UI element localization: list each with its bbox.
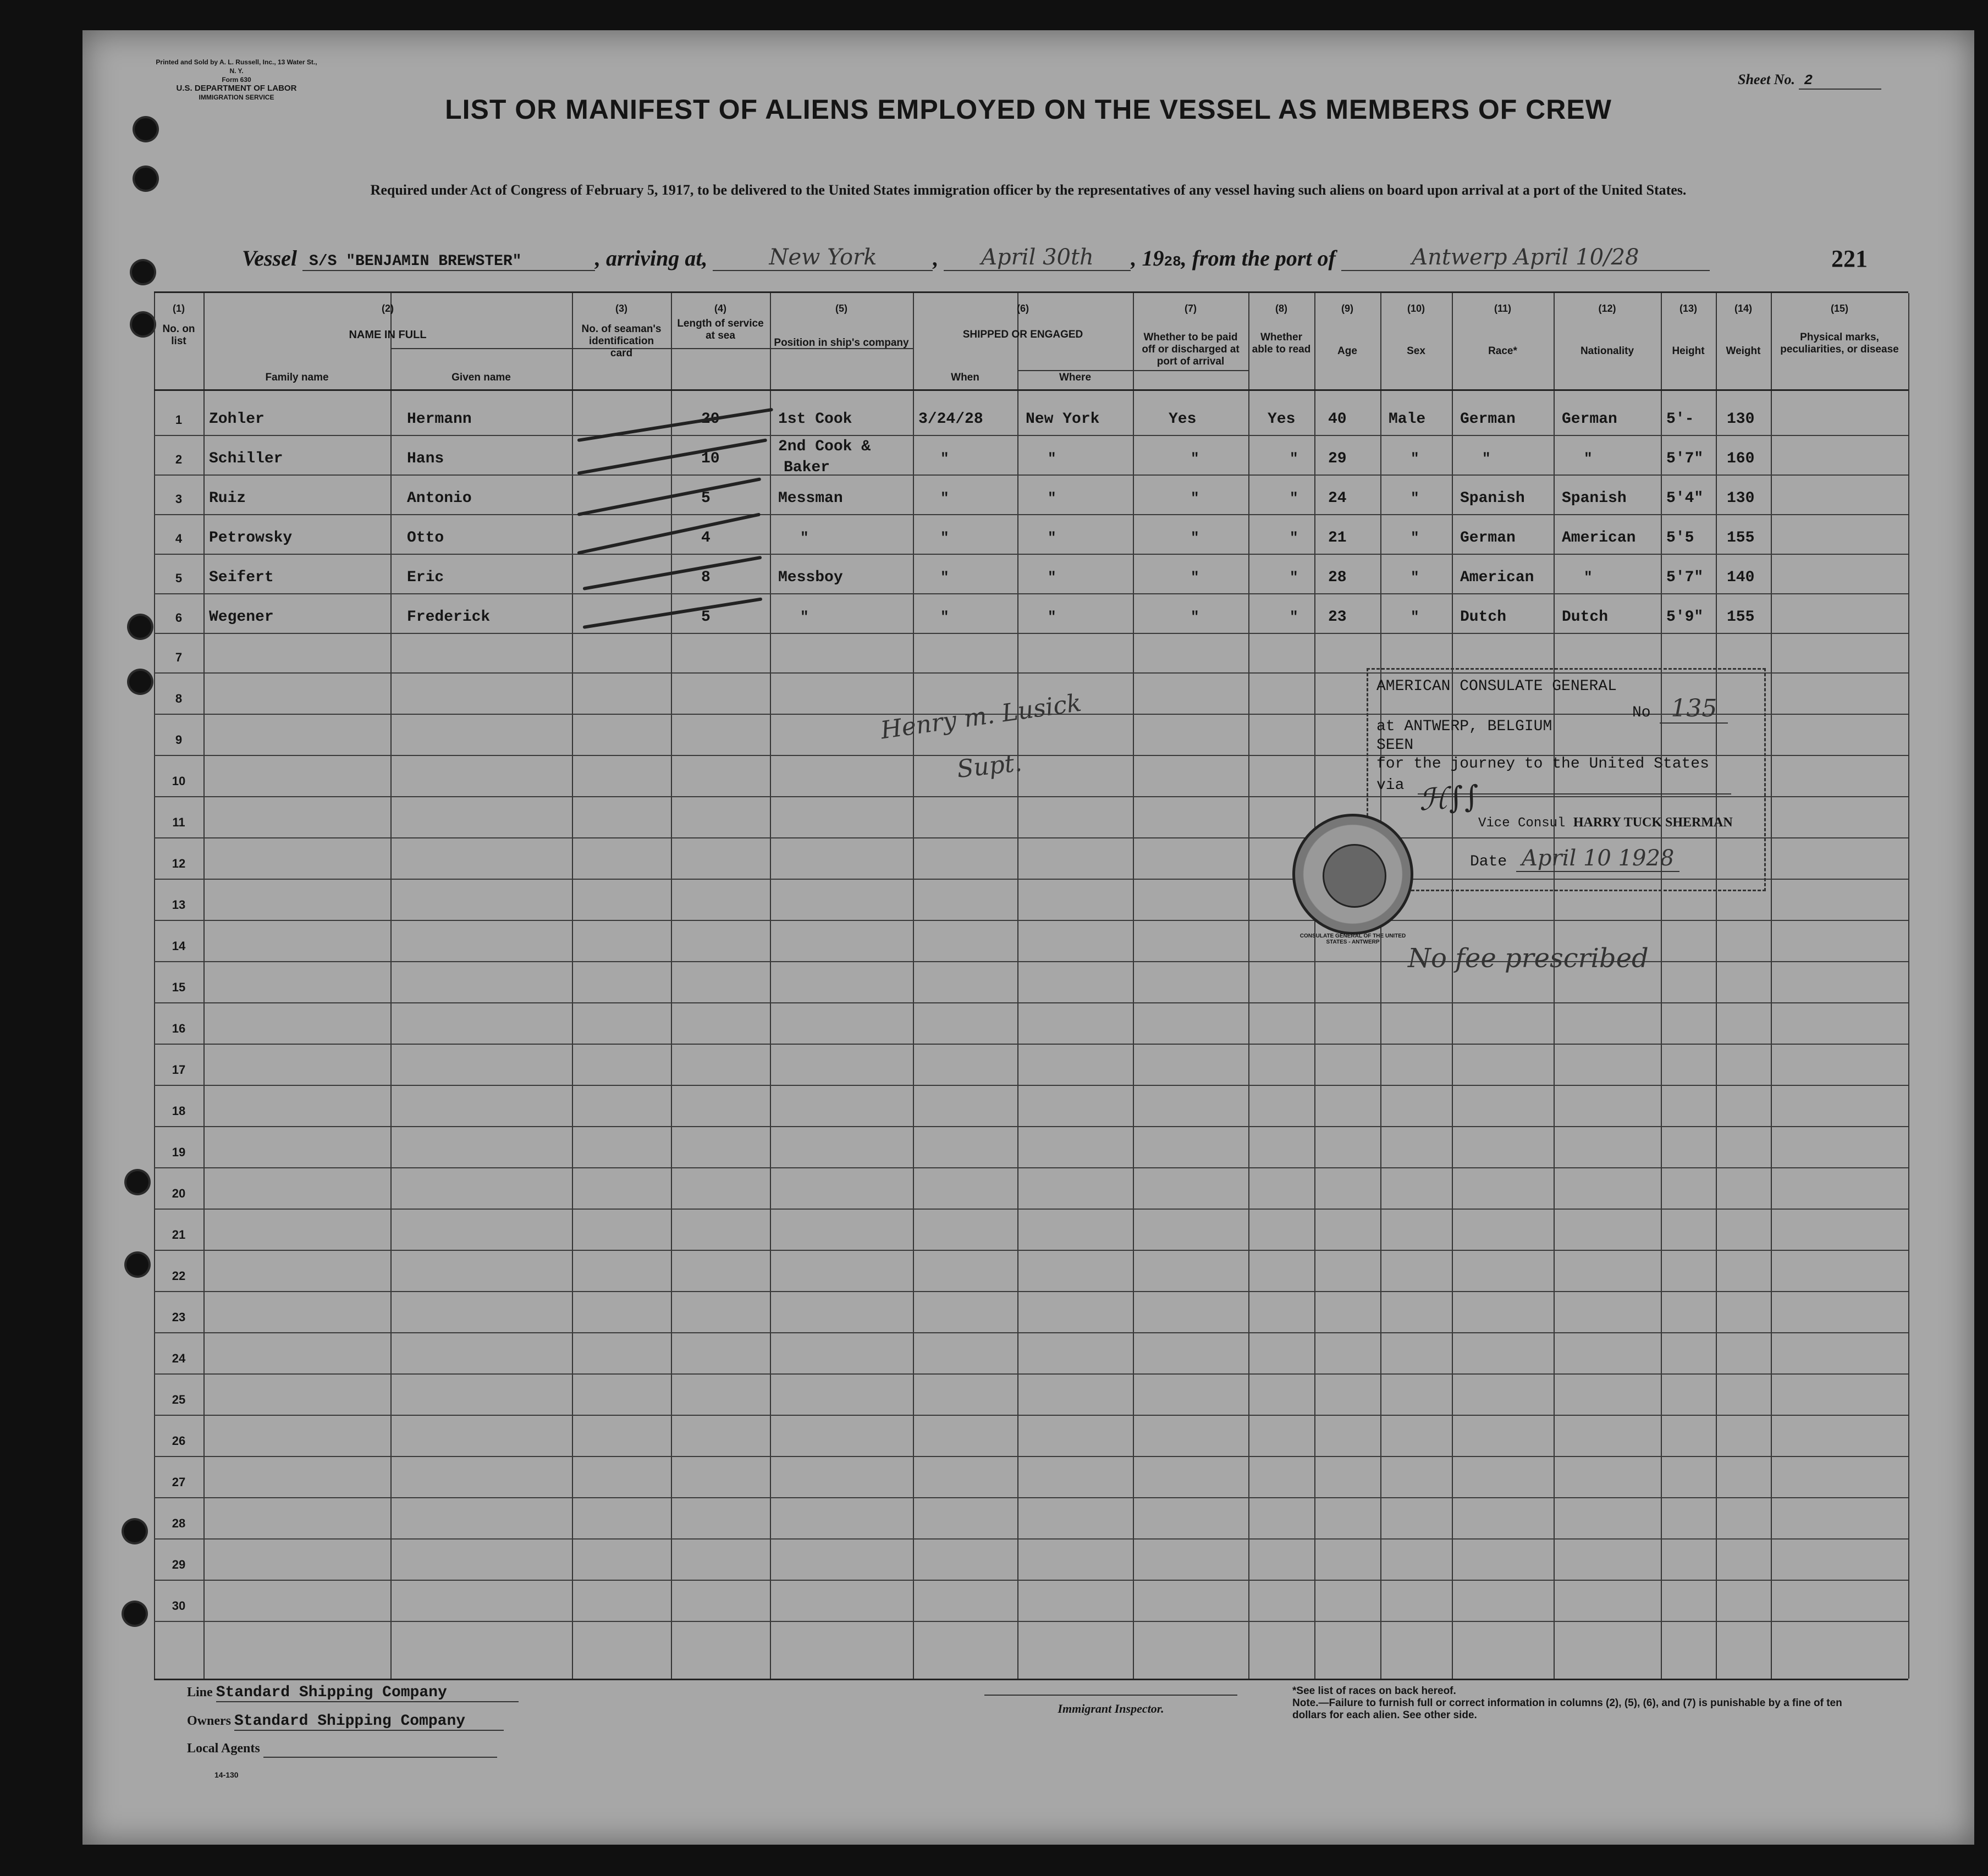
- age-cell: 40: [1328, 411, 1347, 428]
- row-rule: [154, 1167, 1908, 1168]
- row-number: 7: [175, 650, 183, 664]
- line-label: Line: [187, 1685, 213, 1700]
- stamp-seen: SEEN: [1376, 737, 1414, 754]
- row-number: 3: [175, 492, 183, 506]
- row-rule: [154, 474, 1908, 476]
- position-cell: Messboy: [778, 569, 843, 586]
- stamp-journey: for the journey to the United States: [1376, 755, 1709, 773]
- official-title: Supt.: [955, 748, 1023, 784]
- given-name-cell: Hermann: [407, 411, 472, 428]
- height-cell: 5'7": [1666, 450, 1704, 467]
- inspector-rule: [984, 1695, 1237, 1696]
- row-rule: [154, 920, 1908, 921]
- column-rule: [1716, 293, 1717, 1679]
- column-rule: [1771, 293, 1772, 1679]
- family-name-cell: Wegener: [209, 609, 274, 626]
- crew-table: [154, 291, 1908, 1680]
- col-head-shipped: SHIPPED OR ENGAGED: [962, 329, 1083, 340]
- row-number: 19: [172, 1145, 186, 1159]
- vessel-label: Vessel: [242, 246, 297, 271]
- col-num: (2): [382, 303, 394, 314]
- column-rule: [1452, 293, 1453, 1679]
- when-cell: ": [940, 490, 949, 506]
- row-rule: [154, 435, 1908, 436]
- service-cell: 10: [701, 450, 720, 467]
- seal-text: CONSULATE GENERAL OF THE UNITED STATES - ANTWERP: [1299, 933, 1406, 945]
- consul-name: HARRY TUCK SHERMAN: [1573, 815, 1733, 830]
- service: IMMIGRATION SERVICE: [199, 93, 274, 101]
- given-name-cell: Frederick: [407, 609, 491, 626]
- stamp-consul: [1478, 815, 1733, 831]
- paid-off-cell: ": [1191, 569, 1199, 586]
- col-head-seaman-card: No. of seaman's identification card: [581, 323, 662, 359]
- stamp-no-value: 135: [1660, 694, 1728, 724]
- row-number: 24: [172, 1351, 186, 1365]
- col-head-nationality: Nationality: [1580, 345, 1634, 357]
- row-rule: [154, 593, 1908, 594]
- weight-cell: 155: [1727, 529, 1755, 547]
- position-cell: ": [800, 609, 809, 625]
- col-num: (12): [1598, 303, 1616, 314]
- when-cell: ": [940, 609, 949, 625]
- sheet-number: [1738, 71, 1881, 90]
- col-num: (9): [1341, 303, 1353, 314]
- strike-mark: [583, 597, 763, 629]
- arriving-label: , arriving at,: [595, 246, 708, 271]
- paid-off-cell: Yes: [1169, 411, 1197, 428]
- row-number: 13: [172, 898, 186, 912]
- column-rule: [1017, 293, 1018, 1679]
- inspector-label: Immigrant Inspector.: [1058, 1702, 1164, 1715]
- where-cell: ": [1048, 529, 1056, 546]
- col-head-age: Age: [1337, 345, 1357, 357]
- where-cell: ": [1048, 450, 1056, 467]
- weight-cell: 140: [1727, 569, 1755, 586]
- row-number: 28: [172, 1516, 186, 1530]
- race-cell: ": [1482, 450, 1491, 467]
- arriving-port: New York: [713, 245, 933, 271]
- owners-label: Owners: [187, 1714, 231, 1728]
- nationality-cell: ": [1584, 450, 1593, 467]
- col-num: (13): [1679, 303, 1697, 314]
- row-number: 26: [172, 1434, 186, 1448]
- column-rule: [671, 293, 672, 1679]
- weight-cell: 160: [1727, 450, 1755, 467]
- row-rule: [154, 1250, 1908, 1251]
- weight-cell: 130: [1727, 411, 1755, 428]
- row-number: 29: [172, 1558, 186, 1571]
- stamp-heading: AMERICAN CONSULATE GENERAL: [1376, 678, 1617, 695]
- row-rule: [154, 1332, 1908, 1333]
- fee-note: No fee prescribed: [1408, 943, 1649, 974]
- column-rule: [770, 293, 771, 1679]
- col-num: (14): [1734, 303, 1752, 314]
- row-rule: [154, 1044, 1908, 1045]
- age-cell: 21: [1328, 529, 1347, 547]
- age-cell: 29: [1328, 450, 1347, 467]
- paid-off-cell: ": [1191, 450, 1199, 467]
- stamp-date: [1470, 846, 1679, 871]
- row-rule: [154, 1291, 1908, 1292]
- col-num: (4): [714, 303, 726, 314]
- row-number: 15: [172, 980, 186, 994]
- binder-hole: [129, 671, 151, 693]
- row-number: 23: [172, 1310, 186, 1324]
- col-head-race: Race*: [1488, 345, 1517, 357]
- stamp-number: [1632, 694, 1728, 722]
- given-name-cell: Otto: [407, 529, 444, 547]
- when-cell: ": [940, 450, 949, 467]
- departure-port: Antwerp April 10/28: [1341, 245, 1710, 271]
- row-number: 18: [172, 1104, 186, 1118]
- nationality-cell: American: [1562, 529, 1636, 547]
- height-cell: 5'7": [1666, 569, 1704, 586]
- family-name-cell: Ruiz: [209, 490, 246, 507]
- col-head-when: When: [951, 372, 979, 383]
- height-cell: 5'5: [1666, 529, 1694, 547]
- row-number: 30: [172, 1599, 186, 1613]
- sex-cell: ": [1411, 529, 1419, 546]
- col-head-sex: Sex: [1407, 345, 1425, 357]
- column-rule: [572, 293, 573, 1679]
- col-head-able-read: Whether able to read: [1252, 332, 1311, 355]
- when-cell: ": [940, 529, 949, 546]
- form-number: Form 630: [222, 76, 251, 84]
- paid-off-cell: ": [1191, 529, 1199, 546]
- height-cell: 5'-: [1666, 411, 1694, 428]
- able-read-cell: ": [1290, 490, 1298, 506]
- column-rule: [1661, 293, 1662, 1679]
- col-head-given: Given name: [451, 372, 511, 383]
- arrival-date: April 30th: [944, 245, 1131, 271]
- nationality-cell: German: [1562, 411, 1617, 428]
- row-rule: [154, 1209, 1908, 1210]
- row-number: 5: [175, 571, 183, 585]
- race-cell: German: [1460, 411, 1516, 428]
- column-rule: [390, 293, 392, 1679]
- row-rule: [154, 1002, 1908, 1003]
- col-head-no: No. on list: [162, 323, 195, 347]
- binder-hole: [129, 616, 151, 638]
- strike-mark: [577, 438, 767, 475]
- given-name-cell: Antonio: [407, 490, 472, 507]
- sheet-label: Sheet No.: [1738, 71, 1795, 87]
- given-name-cell: Hans: [407, 450, 444, 467]
- row-rule: [154, 1415, 1908, 1416]
- service-cell: 8: [701, 569, 711, 586]
- department: U.S. DEPARTMENT OF LABOR: [176, 84, 297, 93]
- height-cell: 5'4": [1666, 490, 1704, 507]
- consul-signature-mark: ℋ∫∫: [1417, 779, 1480, 818]
- service-cell: 5: [701, 609, 711, 626]
- family-name-cell: Seifert: [209, 569, 274, 586]
- position-cell: Messman: [778, 490, 843, 507]
- sex-cell: ": [1411, 609, 1419, 625]
- sex-cell: ": [1411, 490, 1419, 506]
- binder-hole: [135, 168, 157, 190]
- row-number: 2: [175, 453, 183, 466]
- service-cell: 5: [701, 490, 711, 507]
- binder-hole: [132, 261, 154, 283]
- strike-mark: [577, 477, 761, 516]
- stamp-via: via: [1376, 777, 1405, 794]
- when-cell: 3/24/28: [918, 411, 983, 428]
- row-rule: [154, 514, 1908, 515]
- binder-hole: [132, 313, 154, 335]
- line-value: Standard Shipping Company: [216, 1684, 519, 1702]
- row-number: 1: [175, 413, 183, 427]
- strike-mark: [577, 512, 761, 555]
- row-number: 4: [175, 532, 183, 545]
- binder-hole: [124, 1603, 146, 1625]
- able-read-cell: ": [1290, 569, 1298, 586]
- binder-hole: [126, 1171, 148, 1193]
- column-rule: [913, 293, 914, 1679]
- consul-label: Vice Consul: [1478, 816, 1566, 831]
- column-rule: [1314, 293, 1315, 1679]
- row-number: 6: [175, 611, 183, 625]
- document-subtitle: Required under Act of Congress of February 5, 1917, to be delivered to the United States immigration officer by the representatives of any vessel having such aliens on board upon arrival at a port of the United States.: [370, 182, 1687, 198]
- row-rule: [154, 1497, 1908, 1498]
- col-head-paid-off: Whether to be paid off or discharged at port of arrival: [1142, 332, 1240, 367]
- row-number: 11: [172, 815, 185, 829]
- race-cell: American: [1460, 569, 1534, 586]
- strike-mark: [577, 408, 774, 442]
- header-rule: [1017, 370, 1248, 371]
- column-rule: [1248, 293, 1249, 1679]
- publisher-line: Printed and Sold by A. L. Russell, Inc., 13 Water St., N. Y.: [156, 58, 317, 75]
- footnote: [1292, 1685, 1870, 1721]
- column-rule: [1908, 293, 1909, 1679]
- document-title: LIST OR MANIFEST OF ALIENS EMPLOYED ON THE VESSEL AS MEMBERS OF CREW: [445, 94, 1612, 125]
- col-num: (5): [835, 303, 847, 314]
- owners-value: Standard Shipping Company: [234, 1713, 504, 1731]
- age-cell: 24: [1328, 490, 1347, 507]
- where-cell: ": [1048, 490, 1056, 506]
- footnote-races: *See list of races on back hereof.: [1292, 1685, 1456, 1697]
- column-rule: [203, 293, 205, 1679]
- owners-field: [187, 1713, 504, 1731]
- row-number: 21: [172, 1228, 186, 1242]
- row-rule: [154, 1085, 1908, 1086]
- page-number: 221: [1831, 245, 1868, 272]
- able-read-cell: ": [1290, 529, 1298, 546]
- row-rule: [154, 1373, 1908, 1375]
- position-cell: 1st Cook: [778, 411, 852, 428]
- manifest-sheet: [82, 30, 1974, 1845]
- row-rule: [154, 633, 1908, 634]
- row-number: 12: [172, 857, 186, 870]
- row-rule: [154, 1621, 1908, 1622]
- row-rule: [154, 1456, 1908, 1457]
- consulate-stamp: [1367, 668, 1766, 891]
- col-num: (7): [1185, 303, 1197, 314]
- row-number: 14: [172, 939, 186, 953]
- row-number: 8: [175, 692, 183, 705]
- year-prefix: 19: [1142, 246, 1164, 271]
- age-cell: 23: [1328, 609, 1347, 626]
- able-read-cell: ": [1290, 609, 1298, 625]
- col-head-where: Where: [1059, 372, 1092, 383]
- sex-cell: ": [1411, 569, 1419, 586]
- service-cell: 4: [701, 529, 711, 547]
- line-field: [187, 1684, 519, 1702]
- form-code: 14-130: [214, 1770, 239, 1779]
- col-head-height: Height: [1672, 345, 1705, 357]
- where-cell: ": [1048, 569, 1056, 586]
- race-cell: Dutch: [1460, 609, 1507, 626]
- col-head-physical: Physical marks, peculiarities, or disease: [1780, 332, 1899, 355]
- row-rule: [154, 1538, 1908, 1540]
- col-head-service: Length of service at sea: [677, 318, 764, 341]
- row-rule: [154, 1126, 1908, 1127]
- row-rule: [154, 554, 1908, 555]
- position-cell: ": [800, 529, 809, 546]
- sex-cell: ": [1411, 450, 1419, 467]
- row-number: 27: [172, 1475, 186, 1489]
- row-number: 10: [172, 774, 186, 788]
- col-num: (1): [173, 303, 185, 314]
- where-cell: ": [1048, 609, 1056, 625]
- paid-off-cell: ": [1191, 490, 1199, 506]
- family-name-cell: Schiller: [209, 450, 283, 467]
- position-cell-line2: Baker: [784, 459, 830, 476]
- position-cell: 2nd Cook &: [778, 438, 871, 455]
- footnote-penalty: Note.—Failure to furnish full or correct information in columns (2), (5), (6), and (7) is punishable by a fine of ten dollars for each alien. See other side.: [1292, 1697, 1842, 1721]
- row-number: 9: [175, 733, 183, 747]
- binder-hole: [126, 1254, 148, 1276]
- column-rule: [1380, 293, 1381, 1679]
- col-num: (6): [1017, 303, 1029, 314]
- weight-cell: 130: [1727, 490, 1755, 507]
- column-rule: [1554, 293, 1555, 1679]
- row-number: 17: [172, 1063, 186, 1077]
- col-num: (3): [615, 303, 627, 314]
- agents-value: [263, 1742, 497, 1758]
- able-read-cell: ": [1290, 450, 1298, 467]
- row-number: 20: [172, 1187, 186, 1200]
- from-label: , from the port of: [1181, 246, 1336, 271]
- col-num: (15): [1830, 303, 1848, 314]
- header-bottom-rule: [154, 389, 1908, 391]
- weight-cell: 155: [1727, 609, 1755, 626]
- col-head-weight: Weight: [1726, 345, 1761, 357]
- height-cell: 5'9": [1666, 609, 1704, 626]
- col-num: (10): [1407, 303, 1425, 314]
- col-head-family: Family name: [265, 372, 329, 383]
- row-rule: [154, 1580, 1908, 1581]
- able-read-cell: Yes: [1268, 411, 1296, 428]
- age-cell: 28: [1328, 569, 1347, 586]
- sheet-value: 2: [1799, 72, 1881, 90]
- race-cell: German: [1460, 529, 1516, 547]
- col-num: (8): [1275, 303, 1287, 314]
- year-suffix: 28: [1164, 253, 1181, 270]
- row-number: 16: [172, 1022, 186, 1035]
- binder-hole: [124, 1520, 146, 1542]
- strike-mark: [582, 556, 762, 591]
- sex-cell: Male: [1389, 411, 1426, 428]
- family-name-cell: Zohler: [209, 411, 265, 428]
- col-head-name: NAME IN FULL: [349, 329, 427, 341]
- date-label: Date: [1470, 853, 1507, 870]
- where-cell: New York: [1026, 411, 1100, 428]
- stamp-location: at ANTWERP, BELGIUM: [1376, 718, 1552, 735]
- stamp-no-label: No: [1632, 704, 1651, 721]
- column-rule: [1133, 293, 1134, 1679]
- given-name-cell: Eric: [407, 569, 444, 586]
- col-num: (11): [1494, 303, 1512, 314]
- row-number: 25: [172, 1393, 186, 1406]
- col-head-position: Position in ship's company: [774, 337, 909, 349]
- nationality-cell: Spanish: [1562, 490, 1627, 507]
- row-number: 22: [172, 1269, 186, 1283]
- official-signature: Henry m. Lusick: [879, 688, 1083, 745]
- agents-label: Local Agents: [187, 1741, 260, 1756]
- nationality-cell: Dutch: [1562, 609, 1609, 626]
- agents-field: [187, 1741, 497, 1758]
- seal-eagle-icon: [1323, 844, 1386, 908]
- date-value: April 10 1928: [1516, 846, 1679, 872]
- when-cell: ": [940, 569, 949, 586]
- vessel-name: S/S "BENJAMIN BREWSTER": [302, 253, 595, 271]
- paid-off-cell: ": [1191, 609, 1199, 625]
- consulate-seal: [1292, 814, 1413, 935]
- family-name-cell: Petrowsky: [209, 529, 293, 547]
- vessel-line: Vessel S/S "BENJAMIN BREWSTER" , arriving at, New York , April 30th , 1928, from the port of Antwerp April 10/28: [242, 245, 1936, 271]
- nationality-cell: ": [1584, 569, 1593, 586]
- race-cell: Spanish: [1460, 490, 1525, 507]
